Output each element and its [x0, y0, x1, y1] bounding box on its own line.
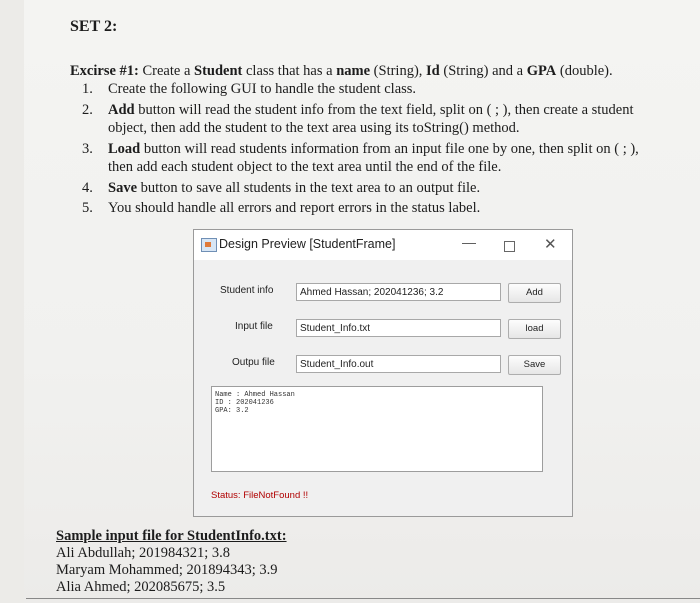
task-keyword: Save	[108, 179, 137, 196]
page-rule	[26, 598, 700, 599]
exercise-text-d: (String) and a	[439, 63, 527, 79]
window-titlebar[interactable]	[194, 230, 572, 260]
sample-line: Ali Abdullah; 201984321; 3.8	[56, 545, 230, 561]
task-number: 3.	[82, 140, 93, 157]
task-number: 2.	[82, 101, 93, 118]
exercise-text-a: Create a	[138, 63, 195, 79]
task-item	[82, 80, 692, 99]
sample-line: Maryam Mohammed; 201894343; 3.9	[56, 562, 278, 578]
task-text: object, then add the student to the text area using its toString() method.	[108, 120, 520, 136]
task-text: then add each student object to the text area until the end of the file.	[108, 159, 502, 175]
task-item	[82, 101, 692, 138]
minimize-icon[interactable]: —	[462, 234, 476, 250]
close-icon[interactable]: ✕	[544, 236, 557, 253]
task-number: 4.	[82, 179, 93, 196]
task-number: 1.	[82, 81, 93, 97]
student-frame-window	[193, 229, 573, 517]
task-text: Create the following GUI to handle the student class.	[108, 81, 417, 97]
task-text: button will read the student info from the text field, split on ( ; ), then create a student	[134, 101, 634, 118]
input-file-field[interactable]: Student_Info.txt	[296, 319, 501, 337]
add-button[interactable]: Add	[508, 283, 561, 303]
sample-line: Alia Ahmed; 202085675; 3.5	[56, 579, 226, 595]
exercise-bold-student: Student	[194, 63, 243, 79]
window-title: Design Preview [StudentFrame]	[219, 237, 396, 251]
status-label: Status: FileNotFound !!	[211, 490, 309, 501]
set-title: SET 2:	[70, 18, 118, 35]
student-info-label: Student info	[220, 285, 274, 296]
output-file-field[interactable]: Student_Info.out	[296, 355, 501, 373]
task-text: You should handle all errors and report errors in the status label.	[108, 200, 481, 216]
exercise-text-e: (double).	[556, 63, 613, 79]
exercise-bold-name: name	[336, 63, 371, 79]
exercise-text-b: class that has a	[242, 63, 337, 79]
save-button[interactable]: Save	[508, 355, 561, 375]
text-area-line: ID : 202041236	[215, 399, 274, 407]
task-text: button to save all students in the text area to an output file.	[137, 179, 481, 196]
task-list	[82, 80, 692, 220]
task-number: 5.	[82, 200, 93, 216]
task-item	[82, 199, 692, 218]
task-text: button will read students information from an input file one by one, then split on ( ; ),	[140, 140, 639, 157]
exercise-statement	[70, 63, 613, 80]
text-area-line: GPA: 3.2	[215, 407, 249, 415]
exercise-bold-id: Id	[426, 63, 440, 79]
task-keyword: Add	[108, 101, 135, 118]
maximize-icon[interactable]	[504, 241, 515, 252]
output-file-label: Outpu file	[232, 357, 275, 368]
task-item	[82, 179, 692, 198]
task-keyword: Load	[108, 140, 141, 157]
student-info-input[interactable]: Ahmed Hassan; 202041236; 3.2	[296, 283, 501, 301]
input-file-label: Input file	[235, 321, 273, 332]
app-icon	[201, 238, 217, 252]
students-text-area[interactable]	[211, 386, 543, 472]
exercise-text-c: (String),	[370, 63, 427, 79]
exercise-bold-gpa: GPA	[526, 63, 557, 79]
load-button[interactable]: load	[508, 319, 561, 339]
task-item	[82, 140, 692, 177]
sample-title: Sample input file for StudentInfo.txt:	[56, 528, 287, 544]
text-area-line: Name : Ahmed Hassan	[215, 391, 295, 399]
exercise-label: Excirse #1:	[70, 63, 139, 79]
